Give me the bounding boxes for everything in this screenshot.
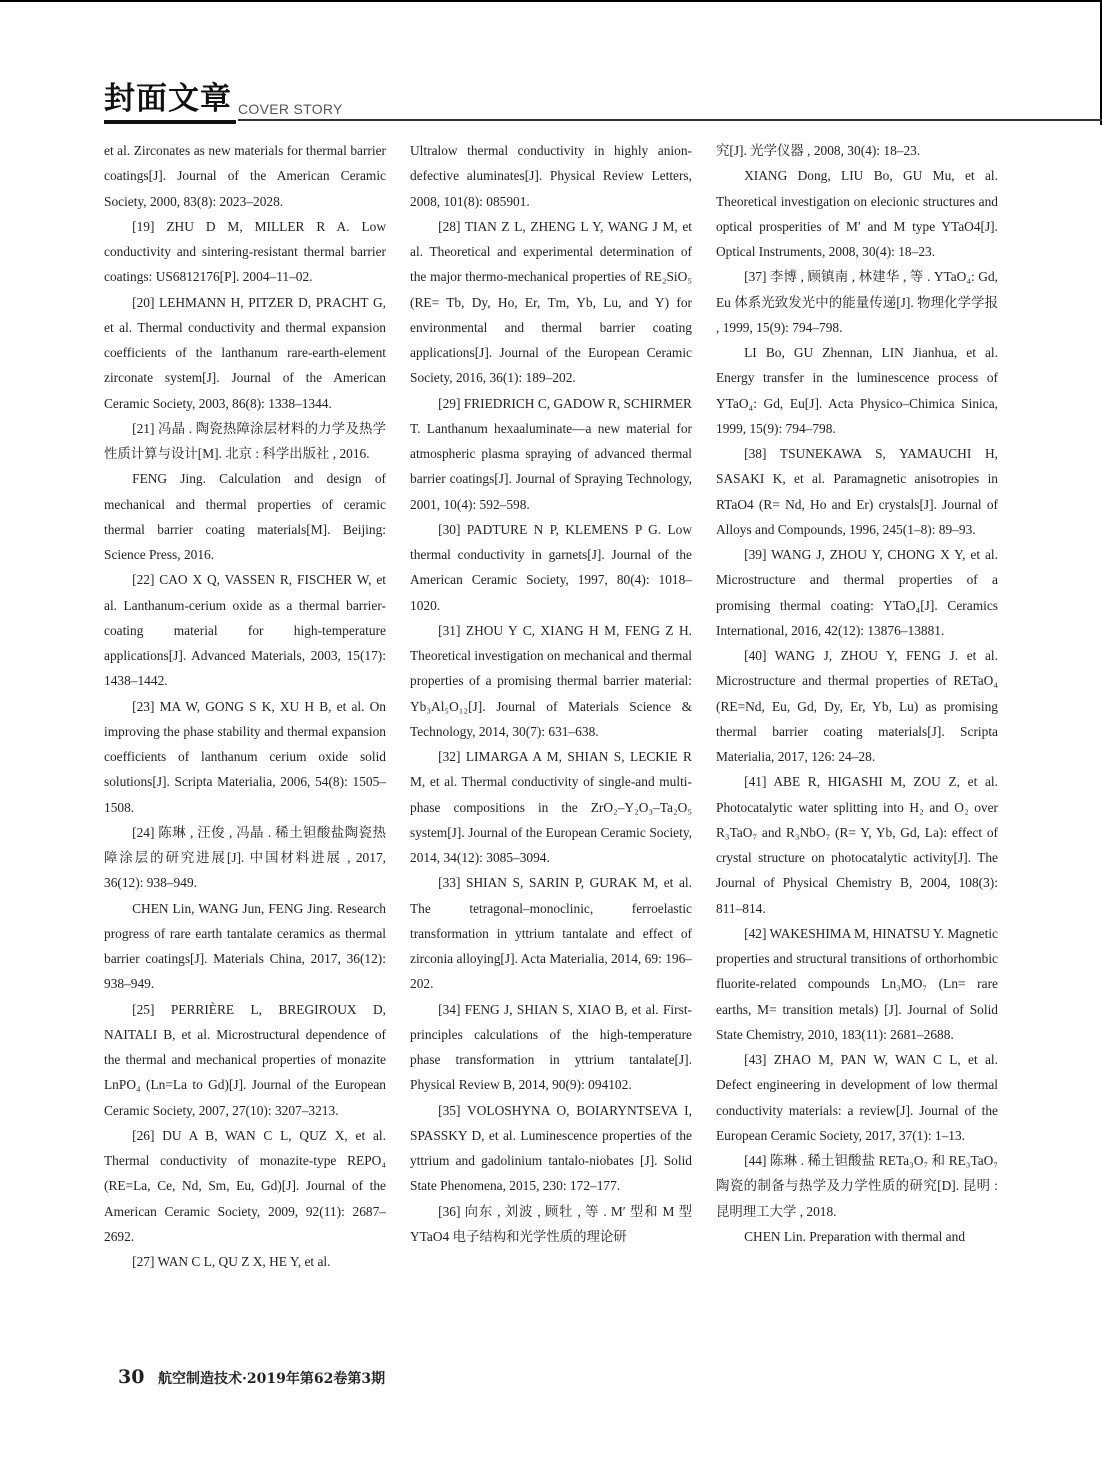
reference-entry: [30] PADTURE N P, KLEMENS P G. Low thermal conductivity in garnets[J]. Journal of the American Ceramic Society, 1997, 80(4): 1018–1020.: [410, 521, 692, 613]
section-subtitle: COVER STORY: [238, 101, 343, 117]
reference-entry: FENG Jing. Calculation and design of mechanical and thermal properties of ceramic thermal barrier coating materials[M]. Beijing: Science Press, 2016.: [104, 471, 386, 562]
reference-entry: [40] WANG J, ZHOU Y, FENG J. et al. Microstructure and thermal properties of RETaO₄ (RE=Nd, Eu, Gd, Dy, Er, Yb, Lu) as promising thermal barrier coating materials[J]. Scripta Materialia, 2017, 126: 24–28.: [716, 648, 998, 764]
reference-entry: [33] SHIAN S, SARIN P, GURAK M, et al. The tetragonal–monoclinic, ferroelastic transformation in yttrium tantalate and effect of zirconia alloying[J]. Acta Materialia, 2014, 69: 196–202.: [410, 875, 692, 992]
page-footer: [118, 1366, 385, 1388]
reference-entry: XIANG Dong, LIU Bo, GU Mu, et al. Theoretical investigation on elecionic structures and optical prosperities of M′ and M type YTaO4[J]. Optical Instruments, 2008, 30(4): 18–23.: [716, 168, 998, 259]
reference-entry: [27] WAN C L, QU Z X, HE Y, et al.: [132, 1254, 331, 1269]
reference-entry: [34] FENG J, SHIAN S, XIAO B, et al. First-principles calculations of the high-temperature phase transformation in yttrium tantalate[J]. Physical Review B, 2014, 90(9): 094102.: [410, 1001, 692, 1093]
reference-entry: [37] 李博 , 顾镇南 , 林建华 , 等 . YTaO₄: Gd, Eu 体系光致发光中的能量传递[J]. 物理化学学报 , 1999, 15(9): 794–798.: [716, 269, 998, 335]
reference-entry: [43] ZHAO M, PAN W, WAN C L, et al. Defect engineering in development of low thermal conductivity materials: a review[J]. Journal of the European Ceramic Society, 2017, 37(1): 1–13.: [716, 1052, 998, 1143]
journal-issue: 航空制造技术·2019年第62卷第3期: [158, 1371, 386, 1387]
reference-entry: [19] ZHU D M, MILLER R A. Low conductivity and sintering-resistant thermal barrier coatings: US6812176[P]. 2004–11–02.: [104, 218, 386, 285]
reference-entry: [26] DU A B, WAN C L, QUZ X, et al. Thermal conductivity of monazite-type REPO₄ (RE=La, Ce, Nd, Sm, Eu, Gd)[J]. Journal of the American Ceramic Society, 2009, 92(11): 2687–2692.: [104, 1127, 386, 1244]
reference-column-right: [716, 138, 998, 1249]
reference-entry: [39] WANG J, ZHOU Y, CHONG X Y, et al. Microstructure and thermal properties of a promising thermal coating: YTaO₄[J]. Ceramics International, 2016, 42(12): 13876–13881.: [716, 547, 998, 638]
reference-entry: [38] TSUNEKAWA S, YAMAUCHI H, SASAKI K, et al. Paramagnetic anisotropies in RTaO4 (R= Nd, Ho and Er) crystals[J]. Journal of Alloys and Compounds, 1996, 245(1–8): 89–93.: [716, 446, 998, 537]
reference-entry: [22] CAO X Q, VASSEN R, FISCHER W, et al. Lanthanum-cerium oxide as a thermal barrier-coating material for high-temperature applications[J]. Advanced Materials, 2003, 15(17): 1438–1442.: [104, 572, 386, 689]
reference-entry: [32] LIMARGA A M, SHIAN S, LECKIE R M, et al. Thermal conductivity of single-and multi-phase compositions in the ZrO₂–Y₂O₃–Ta₂O₅ system[J]. Journal of the European Ceramic Society, 2014, 34(12): 3085–3094.: [410, 749, 692, 865]
section-title: 封面文章: [104, 81, 232, 117]
reference-entry: [36] 向东 , 刘波 , 顾牡 , 等 . M′ 型和 M 型 YTaO4 电子结构和光学性质的理论研: [410, 1203, 692, 1244]
header-divider: [238, 119, 1102, 121]
reference-entry: [25] PERRIÈRE L, BREGIROUX D, NAITALI B, et al. Microstructural dependence of the thermal and mechanical properties of monazite LnPO₄ (Ln=La to Gd)[J]. Journal of the European Ceramic Society, 2007, 27(10): 3207–3213.: [104, 1001, 386, 1118]
page-number: 30: [118, 1366, 145, 1388]
reference-entry: [44] 陈琳 . 稀土钽酸盐 RETa₃O₇ 和 RE₃TaO₇ 陶瓷的制备与热学及力学性质的研究[D]. 昆明 : 昆明理工大学 , 2018.: [716, 1153, 998, 1219]
reference-column-left: [104, 138, 386, 1274]
header-accent-bar: [104, 120, 236, 124]
reference-entry: [29] FRIEDRICH C, GADOW R, SCHIRMER T. Lanthanum hexaaluminate—a new material for atmospheric plasma spraying of advanced thermal barrier coatings[J]. Journal of Spraying Technology, 2001, 10(4): 592–598.: [410, 395, 692, 512]
reference-entry: [20] LEHMANN H, PITZER D, PRACHT G, et al. Thermal conductivity and thermal expansion coefficients of the lanthanum rare-earth-element zirconate system[J]. Journal of the American Ceramic Society, 2003, 86(8): 1338–1344.: [104, 294, 386, 411]
top-border-rule: [0, 0, 1102, 2]
reference-entry: CHEN Lin, WANG Jun, FENG Jing. Research progress of rare earth tantalate ceramics as thermal barrier coatings[J]. Materials China, 2017, 36(12): 938–949.: [104, 900, 386, 992]
reference-entry: [23] MA W, GONG S K, XU H B, et al. On improving the phase stability and thermal expansion coefficients of lanthanum cerium oxide solid solutions[J]. Scripta Materialia, 2006, 54(8): 1505–1508.: [104, 698, 386, 815]
reference-entry: CHEN Lin. Preparation with thermal and: [744, 1228, 966, 1244]
reference-entry: [41] ABE R, HIGASHI M, ZOU Z, et al. Photocatalytic water splitting into H₂ and O₂ over R₃TaO₇ and R₃NbO₇ (R= Y, Yb, Gd, La): effect of crystal structure on photocatalytic activity[J]. The Journal of Physical Chemistry B, 2004, 108(3): 811–814.: [716, 774, 998, 916]
page-header: [104, 80, 1102, 122]
reference-entry: [21] 冯晶 . 陶瓷热障涂层材料的力学及热学性质计算与设计[M]. 北京 : 科学出版社 , 2016.: [104, 420, 386, 461]
reference-entry: Ultralow thermal conductivity in highly anion-defective aluminates[J]. Physical Review Letters, 2008, 101(8): 085901.: [410, 143, 692, 209]
reference-entry: [35] VOLOSHYNA O, BOIARYNTSEVA I, SPASSKY D, et al. Luminescence properties of the yttrium and gadolinium tantalo-niobates [J]. Solid State Phenomena, 2015, 230: 172–177.: [410, 1102, 692, 1194]
reference-entry: [31] ZHOU Y C, XIANG H M, FENG Z H. Theoretical investigation on mechanical and thermal properties of a promising thermal barrier material: Yb₃Al₅O₁₂[J]. Journal of Materials Science & Technology, 2014, 30(7): 631–638.: [410, 622, 692, 739]
reference-column-middle: [410, 138, 692, 1249]
reference-entry: [42] WAKESHIMA M, HINATSU Y. Magnetic properties and structural transitions of orthorhombic fluorite-related compounds Ln₃MO₇ (Ln= rare earths, M= transition metals) [J]. Journal of Solid State Chemistry, 2010, 183(11): 2681–2688.: [716, 925, 998, 1042]
reference-entry: LI Bo, GU Zhennan, LIN Jianhua, et al. Energy transfer in the luminescence process of YTaO₄: Gd, Eu[J]. Acta Physico–Chimica Sinica, 1999, 15(9): 794–798.: [716, 345, 998, 436]
reference-entry: 究[J]. 光学仪器 , 2008, 30(4): 18–23.: [716, 143, 921, 158]
reference-entry: [28] TIAN Z L, ZHENG L Y, WANG J M, et al. Theoretical and experimental determination of the major thermo-mechanical properties of RE₂SiO₅ (RE= Tb, Dy, Ho, Er, Tm, Yb, Lu, and Y) for environmental and thermal barrier coating applications[J]. Journal of the European Ceramic Society, 2016, 36(1): 189–202.: [410, 218, 692, 386]
reference-entry: [24] 陈琳 , 汪俊 , 冯晶 . 稀土钽酸盐陶瓷热障涂层的研究进展[J]. 中国材料进展 , 2017, 36(12): 938–949.: [104, 824, 386, 891]
reference-entry: et al. Zirconates as new materials for thermal barrier coatings[J]. Journal of the American Ceramic Society, 2000, 83(8): 2023–2028.: [104, 143, 386, 209]
